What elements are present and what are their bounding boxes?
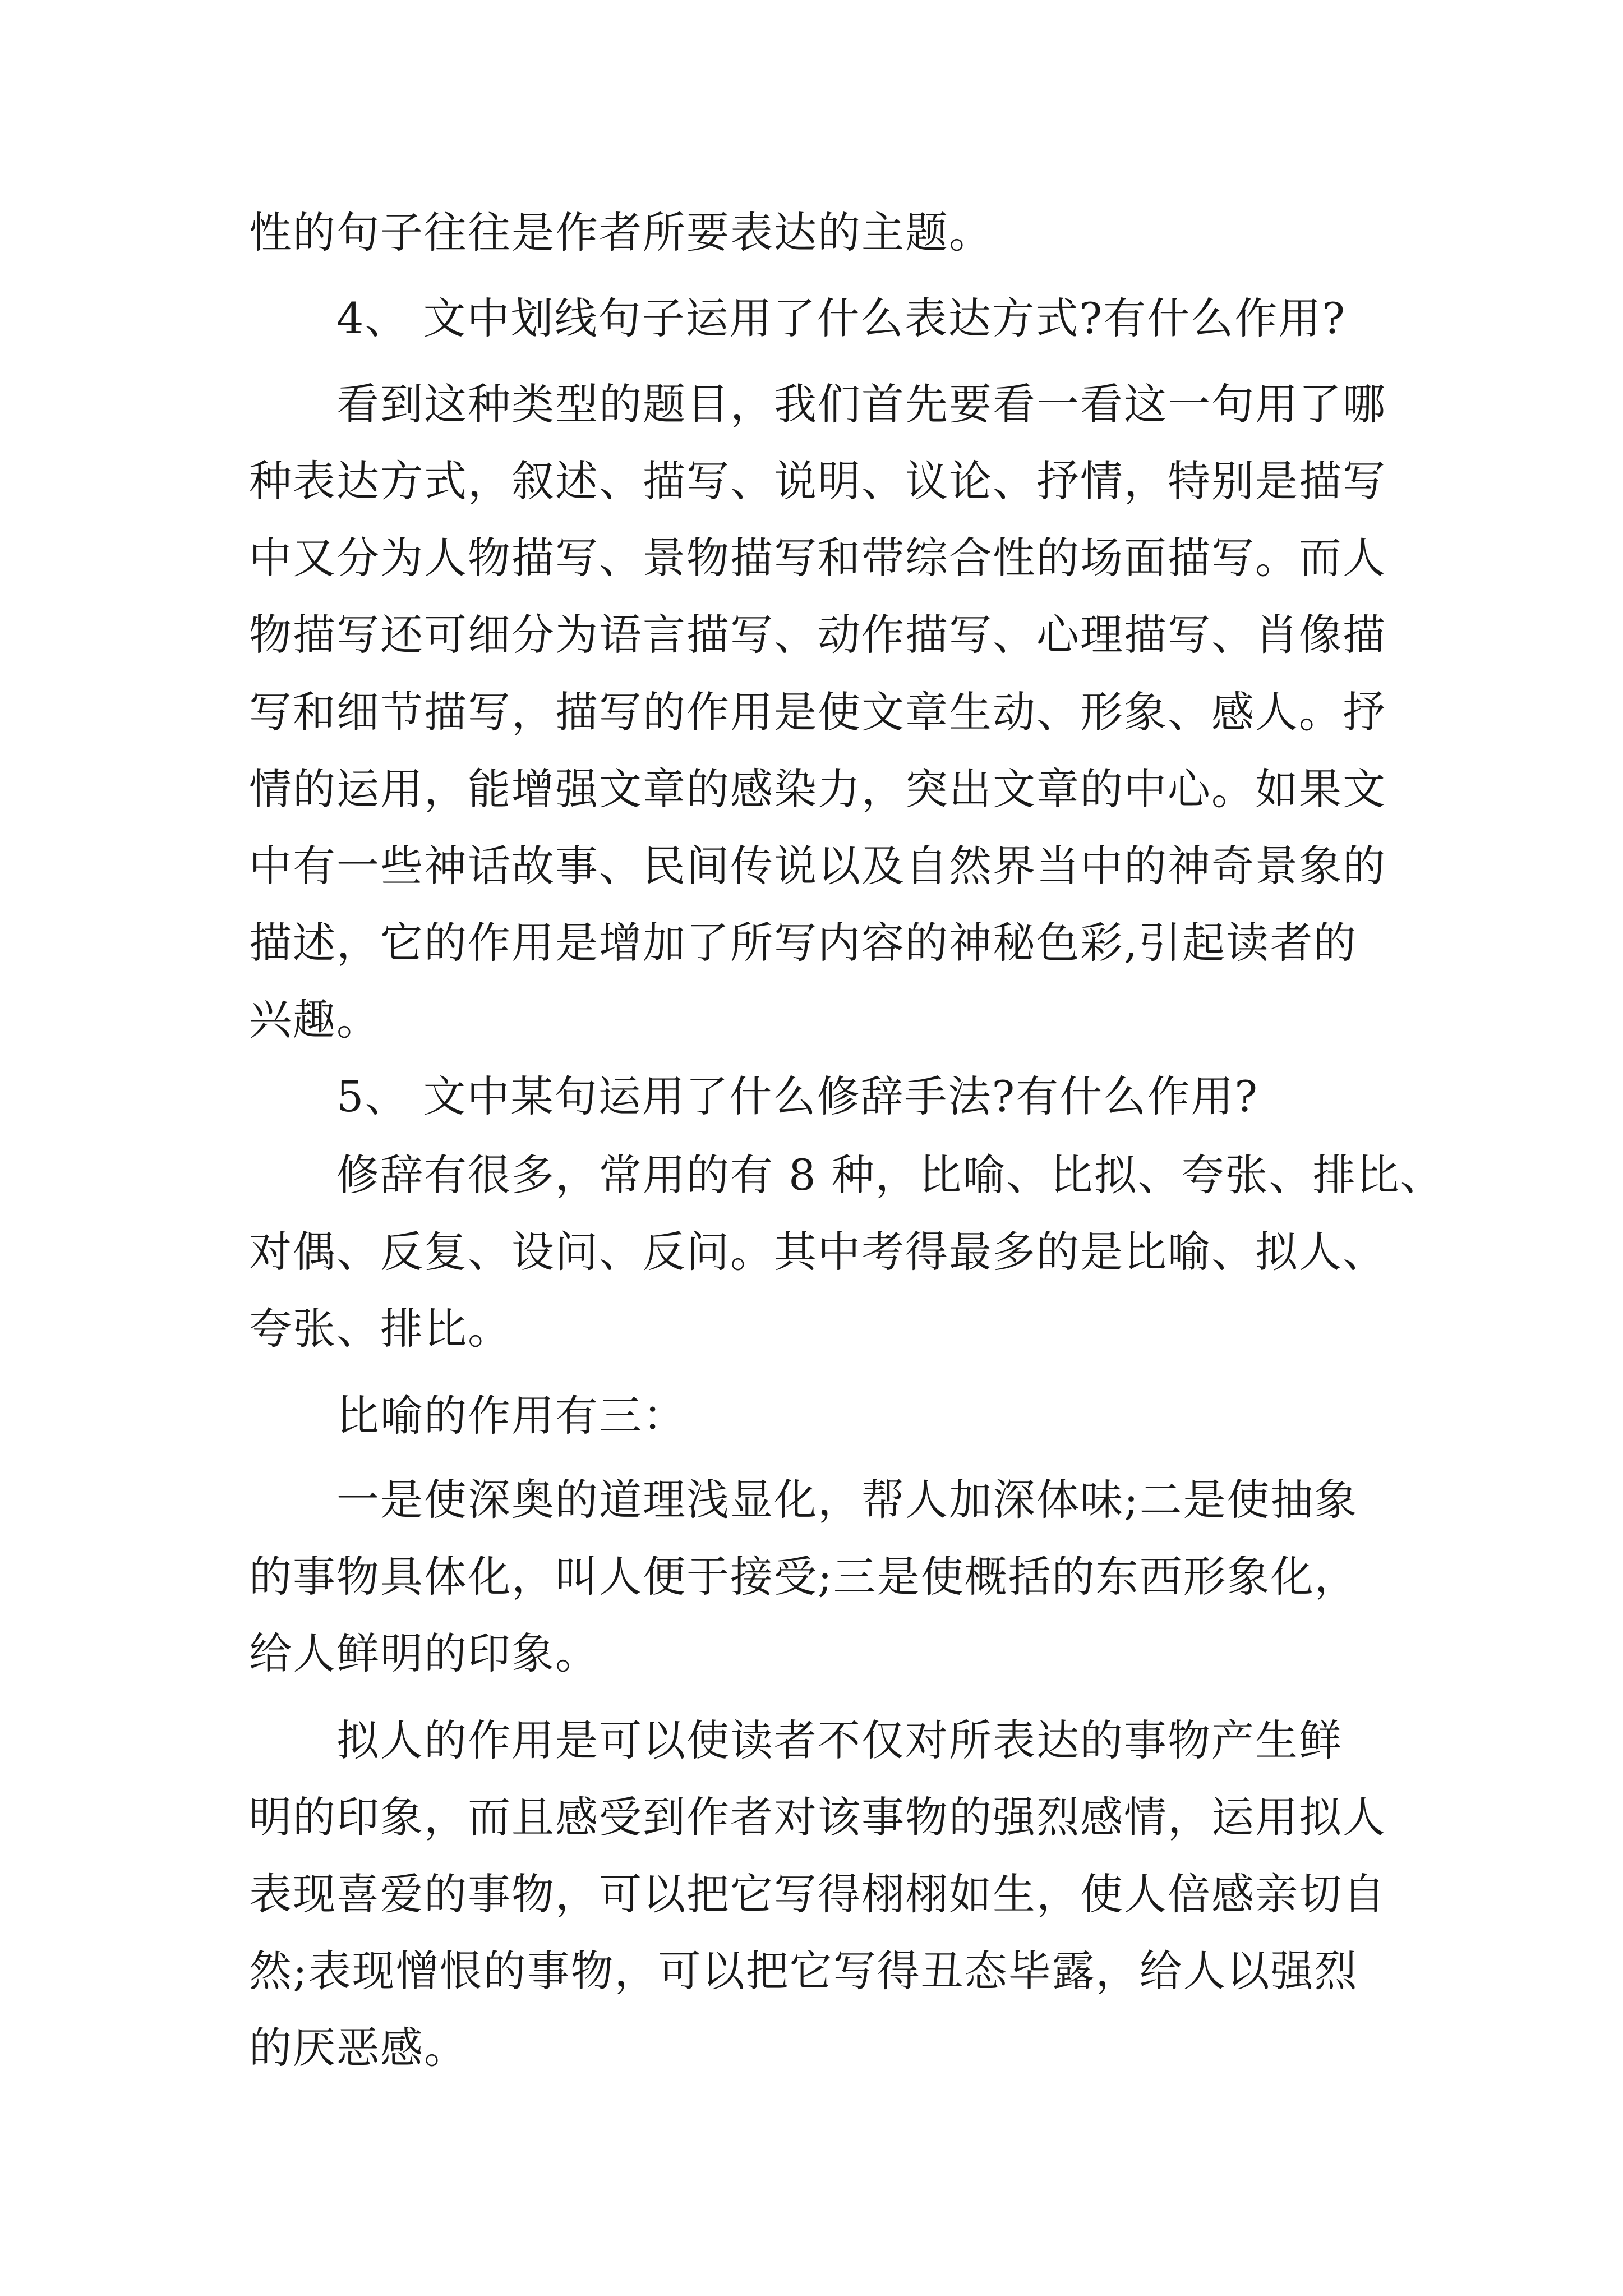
text-line: 描述，它的作用是增加了所写内容的神秘色彩,引起读者的 bbox=[249, 918, 1358, 968]
text-line: 中有一些神话故事、民间传说以及自然界当中的神奇景象的 bbox=[249, 841, 1386, 891]
text-line: 种表达方式，叙述、描写、说明、议论、抒情，特别是描写 bbox=[249, 456, 1386, 506]
text-line: 情的运用，能增强文章的感染力，突出文章的中心。如果文 bbox=[249, 764, 1386, 814]
text-line: 拟人的作用是可以使读者不仅对所表达的事物产生鲜 bbox=[336, 1715, 1343, 1765]
text-line: 的事物具体化，叫人便于接受;三是使概括的东西形象化， bbox=[249, 1552, 1358, 1602]
text-line: 夸张、排比。 bbox=[249, 1304, 511, 1354]
text-line: 兴趣。 bbox=[249, 995, 380, 1045]
text-line: 然;表现憎恨的事物，可以把它写得丑态毕露，给人以强烈 bbox=[249, 1946, 1358, 1996]
question-heading: 5、 文中某句运用了什么修辞手法?有什么作用? bbox=[336, 1071, 1259, 1121]
text-line: 物描写还可细分为语言描写、动作描写、心理描写、肖像描 bbox=[249, 610, 1386, 660]
text-line: 性的句子往往是作者所要表达的主题。 bbox=[249, 208, 993, 257]
text-line: 明的印象，而且感受到作者对该事物的强烈感情，运用拟人 bbox=[249, 1792, 1386, 1842]
text-line: 中又分为人物描写、景物描写和带综合性的场面描写。而人 bbox=[249, 533, 1386, 583]
text-line: 看到这种类型的题目，我们首先要看一看这一句用了哪 bbox=[336, 379, 1386, 429]
text-line: 一是使深奥的道理浅显化，帮人加深体味;二是使抽象 bbox=[336, 1475, 1358, 1525]
text-line: 对偶、反复、设问、反问。其中考得最多的是比喻、拟人、 bbox=[249, 1227, 1386, 1277]
text-line: 表现喜爱的事物，可以把它写得栩栩如生，使人倍感亲切自 bbox=[249, 1869, 1386, 1919]
text-line: 的厌恶感。 bbox=[249, 2023, 468, 2073]
text-line: 修辞有很多，常用的有 8 种，比喻、比拟、夸张、排比、 bbox=[336, 1150, 1444, 1200]
text-line: 给人鲜明的印象。 bbox=[249, 1628, 599, 1678]
text-line: 比喻的作用有三： bbox=[336, 1391, 686, 1441]
text-line: 写和细节描写，描写的作用是使文章生动、形象、感人。抒 bbox=[249, 687, 1386, 737]
question-heading: 4、 文中划线句子运用了什么表达方式?有什么作用? bbox=[336, 293, 1347, 343]
